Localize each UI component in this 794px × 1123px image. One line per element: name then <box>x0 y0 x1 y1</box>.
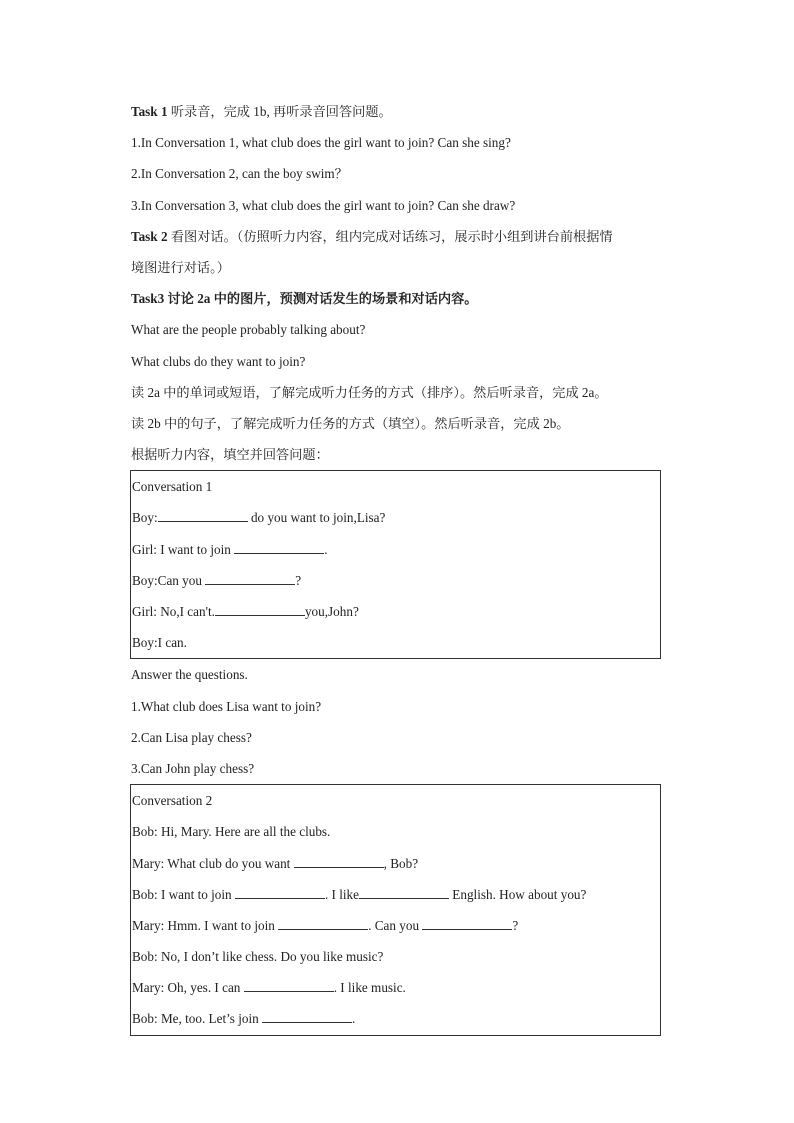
fill-blank[interactable] <box>234 541 324 554</box>
fill-blank[interactable] <box>422 917 512 930</box>
task2-label: Task 2 <box>131 228 168 244</box>
fill-blank[interactable] <box>215 603 305 616</box>
task3-line-5: 根据听力内容，填空并回答问题： <box>131 447 329 463</box>
answer-question-3: 3.Can John play chess? <box>131 760 255 776</box>
fill-blank[interactable] <box>158 509 248 522</box>
task3-line-1: What are the people probably talking about? <box>131 322 366 338</box>
conv1-line-3 <box>132 565 660 596</box>
conv1-l3-end: ? <box>295 572 302 588</box>
fill-blank[interactable] <box>205 572 295 585</box>
conv2-l4-end: ? <box>512 917 519 933</box>
conv1-line-5: Boy:I can. <box>132 635 187 651</box>
conv1-l3-text: Boy:Can you <box>132 572 206 588</box>
task3-heading: Task3 讨论 2a 中的图片，预测对话发生的场景和对话内容。 <box>131 291 478 307</box>
fill-blank[interactable] <box>294 855 384 868</box>
task2-text-cont: 境图进行对话。） <box>131 259 230 275</box>
task2-text: 看图对话。（仿照听力内容，组内完成对话练习，展示时小组到讲台前根据情 <box>167 228 613 244</box>
task1-question-3: 3.In Conversation 3, what club does the girl want to join? Can she draw? <box>131 197 516 213</box>
conv2-l6-text: Mary: Oh, yes. I can <box>132 980 244 996</box>
conv2-l3-text: Bob: I want to join <box>132 886 235 902</box>
answer-heading: Answer the questions. <box>131 667 248 683</box>
conv2-l7-end: . <box>352 1011 356 1027</box>
conv2-l6-end: . I like music. <box>333 980 406 996</box>
task2-line <box>131 221 671 252</box>
conv2-l7-text: Bob: Me, too. Let’s join <box>132 1011 263 1027</box>
fill-blank[interactable] <box>235 886 325 899</box>
task1-question-2: 2.In Conversation 2, can the boy swim？ <box>131 166 348 182</box>
fill-blank[interactable] <box>278 917 368 930</box>
conv2-line-5: Bob: No, I don’t like chess. Do you like music? <box>132 949 384 965</box>
conv2-l4-mid: . Can you <box>368 917 423 933</box>
conv2-line-3 <box>132 879 660 910</box>
conv1-l1-text: do you want to join,Lisa? <box>247 510 386 526</box>
conv2-l3-end: English. How about you? <box>449 886 587 902</box>
fill-blank[interactable] <box>359 886 449 899</box>
conv1-line-4 <box>132 596 660 627</box>
answer-question-2: 2.Can Lisa play chess? <box>131 729 252 745</box>
task3-line-2: What clubs do they want to join? <box>131 353 306 369</box>
conv2-l3-mid: . I like <box>324 886 359 902</box>
conv1-l4-end: you,John? <box>304 604 359 619</box>
answer-question-1: 1.What club does Lisa want to join? <box>131 698 322 714</box>
fill-blank[interactable] <box>262 1010 352 1023</box>
conversation-2-box <box>130 784 661 1036</box>
conv1-title: Conversation 1 <box>132 479 213 495</box>
conv1-line-1 <box>132 502 660 533</box>
conv1-l2-text: Girl: I want to join <box>132 541 235 557</box>
conv2-l4-text: Mary: Hmm. I want to join <box>132 917 279 933</box>
worksheet <box>131 96 671 1036</box>
conv2-line-4 <box>132 910 660 941</box>
conv2-line-7 <box>132 1003 660 1034</box>
conv2-line-6 <box>132 972 660 1003</box>
conv1-l2-end: . <box>324 541 328 557</box>
task1-label: Task 1 <box>131 104 168 119</box>
conv2-l2-text: Mary: What club do you want <box>132 855 294 871</box>
task3-line-4: 读 2b 中的句子，了解完成听力任务的方式（填空）。然后听录音，完成 2b。 <box>131 415 570 431</box>
conv1-l1-speaker: Boy: <box>132 510 158 526</box>
task1-text: 听录音，完成 1b, 再听录音回答问题。 <box>170 104 392 119</box>
conv1-line-2 <box>132 534 660 565</box>
fill-blank[interactable] <box>244 979 334 992</box>
conv1-l4-text: Girl: No,I can't. <box>132 604 215 619</box>
task1-line <box>131 96 671 127</box>
conversation-1-box <box>130 470 661 659</box>
conv2-l2-end: , Bob? <box>383 855 419 871</box>
task3-line-3: 读 2a 中的单词或短语，了解完成听力任务的方式（排序）。然后听录音，完成 2a。 <box>131 384 608 400</box>
conv2-line-2 <box>132 848 660 879</box>
task1-question-1: 1.In Conversation 1, what club does the girl want to join? Can she sing? <box>131 135 511 151</box>
conv2-line-1: Bob: Hi, Mary. Here are all the clubs. <box>132 824 331 840</box>
conv2-title: Conversation 2 <box>132 793 213 809</box>
